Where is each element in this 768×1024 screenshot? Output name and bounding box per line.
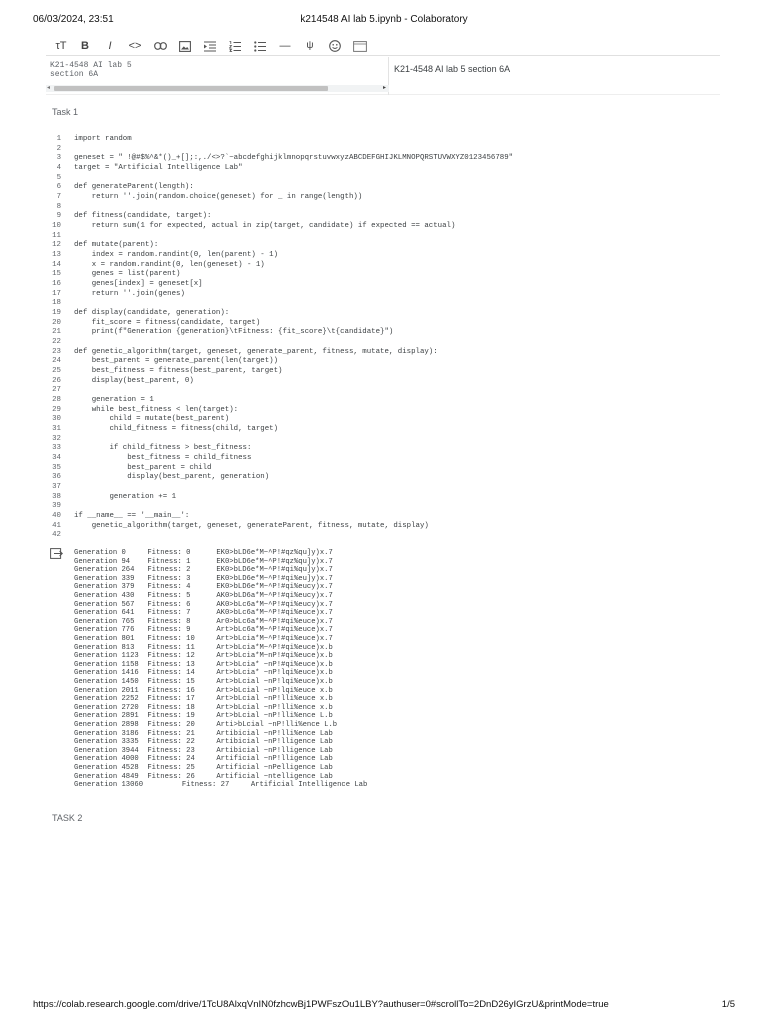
- line-number: 38: [52, 492, 61, 501]
- line-number: 34: [52, 454, 61, 463]
- output-line: Generation 2898 Fitness: 20 Arti>bLcial ~nP!lli%ence L.b: [74, 721, 338, 729]
- task-2-heading: TASK 2: [52, 813, 83, 823]
- code-line: [46, 385, 74, 395]
- code-line: [46, 347, 438, 357]
- code-line: [46, 376, 194, 386]
- code-icon[interactable]: <>: [128, 40, 142, 52]
- code-text: if child_fitness > best_fitness:: [74, 444, 252, 453]
- output-line: Generation 641 Fitness: 7 AK0>bLc6a*M~^P!#qi%euce)x.7: [74, 609, 333, 618]
- horizontal-scrollbar[interactable]: [46, 85, 389, 92]
- line-number: 30: [52, 415, 61, 424]
- line-number: 33: [52, 444, 61, 453]
- line-number: 17: [52, 289, 61, 298]
- code-line: [46, 501, 74, 511]
- bold-icon[interactable]: B: [81, 40, 89, 52]
- line-number: 19: [52, 309, 61, 318]
- code-line: [46, 298, 74, 308]
- line-number: 10: [52, 222, 61, 231]
- output-line: Generation 2252 Fitness: 17 Art>bLcial ~nP!lli%euce x.b: [74, 695, 333, 704]
- code-line: [46, 134, 132, 144]
- code-line: [46, 250, 278, 260]
- code-text: def fitness(candidate, target):: [74, 212, 212, 221]
- line-number: 7: [56, 193, 61, 202]
- line-number: 16: [52, 280, 61, 289]
- code-line: [46, 492, 176, 502]
- code-text: def mutate(parent):: [74, 241, 159, 250]
- output-line: Generation 4000 Fitness: 24 Artificial ~nP!lligence Lab: [74, 755, 333, 764]
- markdown-toolbar: [46, 37, 720, 56]
- code-text: best_parent = child: [74, 463, 212, 472]
- line-number: 42: [52, 531, 61, 540]
- code-text: print(f"Generation {generation}\tFitness: {fit_score}\t{candidate}"): [74, 328, 394, 337]
- editor-line: K21-4548 AI lab 5: [50, 61, 132, 70]
- code-text: child_fitness = fitness(child, target): [74, 425, 279, 434]
- code-text: best_parent = generate_parent(len(target)): [74, 357, 279, 366]
- print-footer: [33, 999, 735, 1011]
- line-number: 28: [52, 396, 61, 405]
- code-line: [46, 211, 212, 221]
- line-number: 13: [52, 251, 61, 260]
- code-line: [46, 153, 513, 163]
- line-number: 23: [52, 347, 61, 356]
- code-line: [46, 472, 269, 482]
- code-text: display(best_parent, 0): [74, 376, 194, 385]
- line-number: 31: [52, 425, 61, 434]
- code-line: [46, 192, 362, 202]
- code-line: [46, 337, 74, 347]
- line-number: 29: [52, 405, 61, 414]
- line-number: 26: [52, 376, 61, 385]
- line-number: 40: [52, 512, 61, 521]
- line-number: 3: [56, 154, 61, 163]
- code-text: return ''.join(genes): [74, 289, 185, 298]
- code-line: [46, 530, 74, 540]
- code-line: [46, 414, 229, 424]
- output-line: Generation 1123 Fitness: 12 Art>bLcia*M~nP!#qi%euce)x.b: [74, 652, 333, 661]
- line-number: 25: [52, 367, 61, 376]
- output-line: Generation 801 Fitness: 10 Art>bLcia*M~^P!#qi%euce)x.7: [74, 635, 333, 643]
- code-text: child = mutate(best_parent): [74, 415, 230, 424]
- text-cell[interactable]: [46, 57, 720, 95]
- output-line: Generation 776 Fitness: 9 Art>bLc6a*M~^P!#qi%euce)x.7: [74, 626, 333, 635]
- line-number: 22: [52, 338, 61, 347]
- code-text: genetic_algorithm(target, geneset, generateParent, fitness, mutate, display): [74, 521, 429, 530]
- code-line: [46, 511, 189, 521]
- line-number: 5: [56, 173, 61, 182]
- output-line: Generation 339 Fitness: 3 EK0>bLD6e*M~^P!#qi%eu]y)x.7: [74, 574, 333, 583]
- output-line: Generation 13060 Fitness: 27 Artificial Intelligence Lab: [74, 781, 368, 790]
- code-line: [46, 279, 203, 289]
- output-line: Generation 3186 Fitness: 21 Artibicial ~nP!lli%ence Lab: [74, 729, 333, 738]
- code-text: def display(candidate, generation):: [74, 309, 230, 318]
- text-size-icon[interactable]: τT: [55, 40, 67, 52]
- code-line: [46, 202, 74, 212]
- line-number: 20: [52, 318, 61, 327]
- line-number: 11: [52, 231, 61, 240]
- code-line: [46, 269, 180, 279]
- output-line: Generation 3335 Fitness: 22 Artibicial ~nP!lligence Lab: [74, 738, 333, 747]
- toggle-preview-icon[interactable]: [351, 38, 369, 54]
- output-line: Generation 94 Fitness: 1 EK0>bLD6e*M~^P!#qz%qu]y)x.7: [74, 557, 333, 566]
- output-line: Generation 264 Fitness: 2 EK0>bLD6e*M~^P!#qi%qu]y)x.7: [74, 566, 333, 575]
- code-text: import random: [74, 135, 132, 143]
- code-text: if __name__ == '__main__':: [74, 512, 190, 521]
- code-text: target = "Artificial Intelligence Lab": [74, 164, 243, 172]
- markdown-editor[interactable]: [46, 57, 389, 95]
- code-text: while best_fitness < len(target):: [74, 405, 239, 414]
- output-line: Generation 567 Fitness: 6 AK0>bLc6a*M~^P!#qi%eucy)x.7: [74, 600, 333, 609]
- line-number: 39: [52, 502, 61, 511]
- line-number: 32: [52, 434, 61, 443]
- task-1-heading: Task 1: [52, 107, 79, 117]
- line-number: 12: [52, 241, 61, 250]
- code-line: [46, 366, 282, 376]
- italic-icon[interactable]: I: [108, 40, 112, 52]
- horizontal-rule-icon[interactable]: —: [279, 40, 291, 52]
- code-line: [46, 424, 278, 434]
- code-line: [46, 318, 260, 328]
- editor-line: section 6A: [50, 70, 99, 79]
- line-number: 18: [52, 299, 61, 308]
- output-line: Generation 1158 Fitness: 13 Art>bLcia* ~nP!#qi%euce)x.b: [74, 660, 333, 669]
- code-line: [46, 482, 74, 492]
- code-text: x = random.randint(0, len(geneset) - 1): [74, 260, 265, 269]
- output-line: Generation 2011 Fitness: 16 Art>bLcial ~nP!lqi%euce x.b: [74, 686, 333, 695]
- psi-icon[interactable]: ψ: [306, 40, 314, 51]
- output-line: Generation 2891 Fitness: 19 Art>bLcial ~nP!lli%ence L.b: [74, 712, 333, 721]
- code-text: def genetic_algorithm(target, geneset, generate_parent, fitness, mutate, display):: [74, 347, 438, 356]
- line-number: 2: [56, 144, 61, 153]
- line-number: 14: [52, 260, 61, 269]
- output-line: Generation 2720 Fitness: 18 Art>bLcial ~nP!lli%ence x.b: [74, 703, 333, 712]
- output-line: Generation 430 Fitness: 5 AK0>bLD6a*M~^P!#qi%eucy)x.7: [74, 592, 333, 600]
- print-header: [33, 14, 735, 26]
- code-line: [46, 395, 154, 405]
- output-line: Generation 765 Fitness: 8 Ar0>bLc6a*M~^P!#qi%euce)x.7: [74, 617, 333, 626]
- output-line: Generation 379 Fitness: 4 EK0>bLD6e*M~^P!#qi%eucy)x.7: [74, 583, 333, 592]
- code-text: return sum(1 for expected, actual in zip(target, candidate) if expected == actual): [74, 222, 456, 231]
- page-number: 1/5: [721, 999, 735, 1010]
- code-line: [46, 173, 74, 183]
- numbered-list-icon[interactable]: [226, 38, 244, 54]
- code-line: [46, 463, 212, 473]
- output-line: Generation 4528 Fitness: 25 Artificial ~nPelligence Lab: [74, 764, 333, 772]
- line-number: 15: [52, 270, 61, 279]
- code-text: fit_score = fitness(candidate, target): [74, 318, 261, 327]
- scroll-left-arrow-icon[interactable]: ◂: [47, 85, 51, 91]
- line-number: 1: [56, 135, 61, 143]
- line-number: 8: [56, 202, 61, 211]
- scroll-right-arrow-icon[interactable]: ▸: [382, 85, 386, 91]
- line-number: 21: [52, 328, 61, 337]
- emoji-icon[interactable]: [326, 38, 344, 54]
- code-text: generation = 1: [74, 396, 154, 405]
- code-line: [46, 434, 74, 444]
- code-line: [46, 308, 229, 318]
- code-line: [46, 240, 158, 250]
- code-line: [46, 163, 243, 173]
- code-text: genes[index] = geneset[x]: [74, 280, 203, 289]
- bulleted-list-icon[interactable]: [251, 38, 269, 54]
- code-cell[interactable]: [46, 134, 720, 539]
- output-line: Generation 4849 Fitness: 26 Artificial ~ntelligence Lab: [74, 772, 333, 781]
- output-redirect-icon[interactable]: [50, 546, 63, 557]
- code-line: [46, 521, 429, 531]
- code-text: def generateParent(length):: [74, 183, 194, 192]
- print-url: https://colab.research.google.com/drive/1TcU8AlxqVnIN0fzhcwBj1PWFszOu1LBY?authuser=0#scrollTo=2DnD26yIGrzU&printMode=true: [33, 999, 609, 1010]
- code-text: geneset = " !@#$%^&*()_+[];:,./<>?`~abcdefghijklmnopqrstuvwxyzABCDEFGHIJKLMNOPQRSTUVWXYZ0123456789": [74, 154, 514, 163]
- code-line: [46, 221, 455, 231]
- markdown-preview: K21-4548 AI lab 5 section 6A: [394, 64, 511, 74]
- code-line: [46, 289, 185, 299]
- output-cell: [46, 546, 720, 796]
- scrollbar-thumb[interactable]: [54, 86, 328, 91]
- code-line: [46, 260, 265, 270]
- code-text: best_fitness = child_fitness: [74, 454, 252, 463]
- line-number: 36: [52, 473, 61, 482]
- line-number: 41: [52, 521, 61, 530]
- link-icon[interactable]: [151, 38, 169, 54]
- code-text: return ''.join(random.choice(geneset) for _ in range(length)): [74, 193, 363, 202]
- print-datetime: 06/03/2024, 23:51: [33, 14, 114, 25]
- code-text: display(best_parent, generation): [74, 473, 270, 482]
- output-line: Generation 1416 Fitness: 14 Art>bLcia* ~nP!lqi%euce)x.b: [74, 669, 333, 678]
- output-line: Generation 1450 Fitness: 15 Art>bLcial ~nP!lqi%euce)x.b: [74, 678, 333, 686]
- code-text: genes = list(parent): [74, 270, 181, 279]
- code-line: [46, 443, 251, 453]
- code-text: index = random.randint(0, len(parent) - 1): [74, 251, 279, 260]
- code-line: [46, 231, 74, 241]
- code-line: [46, 144, 74, 154]
- code-text: generation += 1: [74, 492, 177, 501]
- line-number: 37: [52, 483, 61, 492]
- image-icon[interactable]: [176, 38, 194, 54]
- line-number: 6: [56, 183, 61, 192]
- code-text: best_fitness = fitness(best_parent, target): [74, 367, 283, 376]
- line-number: 4: [56, 164, 61, 172]
- output-line: Generation 0 Fitness: 0 EK0>bLD6e*M~^P!#qz%qu]y)x.7: [74, 549, 333, 557]
- code-line: [46, 327, 393, 337]
- line-number: 9: [56, 212, 61, 221]
- output-line: Generation 3944 Fitness: 23 Artibicial ~nP!lligence Lab: [74, 746, 333, 755]
- print-page-title: k214548 AI lab 5.ipynb - Colaboratory: [300, 14, 468, 25]
- line-number: 24: [52, 357, 61, 366]
- line-number: 27: [52, 386, 61, 395]
- code-line: [46, 356, 278, 366]
- line-number: 35: [52, 463, 61, 472]
- code-line: [46, 182, 194, 192]
- code-line: [46, 405, 238, 415]
- code-line: [46, 453, 251, 463]
- output-line: Generation 813 Fitness: 11 Art>bLcia*M~^P!#qi%euce)x.b: [74, 643, 333, 652]
- indent-icon[interactable]: [201, 38, 219, 54]
